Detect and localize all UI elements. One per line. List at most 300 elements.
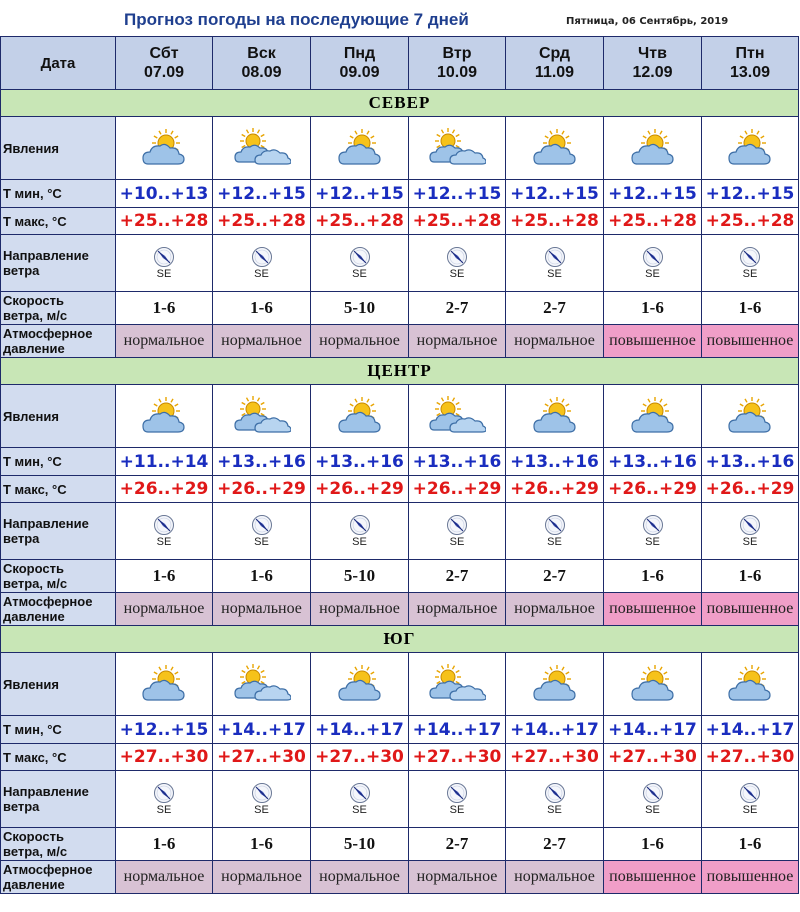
- tmax-cell: [213, 476, 311, 503]
- pressure-value: нормальное: [123, 868, 205, 885]
- day-name: Срд: [538, 45, 571, 62]
- tmax-value: +27..+30: [608, 747, 697, 767]
- pressure-value: нормальное: [514, 600, 595, 617]
- tmax-value: +26..+29: [608, 479, 697, 499]
- tmax-cell: [604, 476, 702, 503]
- weather-cell: [702, 653, 799, 716]
- partly-sunny-icon: [506, 664, 603, 704]
- wind-speed-cell: [506, 292, 604, 325]
- region-name: ЦЕНТР: [367, 361, 432, 380]
- tmin-value: +12..+15: [217, 183, 306, 204]
- tmax-value: +25..+28: [705, 211, 795, 231]
- wind-dir-cell: [116, 235, 213, 292]
- tmax-cell: [506, 744, 604, 771]
- cloudy-sunny-icon: [213, 128, 310, 168]
- pressure-value: повышенное: [609, 868, 696, 885]
- region-header-0: [1, 90, 799, 117]
- day-name: Сбт: [149, 45, 179, 62]
- tmin-cell: [506, 716, 604, 744]
- tmax-cell: [506, 208, 604, 235]
- day-header: [311, 37, 409, 90]
- wind-dir-cell: [116, 771, 213, 828]
- day-date: 08.09: [241, 64, 282, 81]
- wind-speed-cell: [506, 828, 604, 861]
- wind-dir-text: SE: [449, 804, 465, 816]
- tmin-value: +13..+16: [412, 451, 502, 472]
- forecast-table: [0, 36, 799, 894]
- wind-dir-cell: [506, 771, 604, 828]
- pressure-value: нормальное: [514, 332, 595, 349]
- wind-speed-cell: [409, 560, 506, 593]
- label-text: Т мин, °С: [3, 186, 62, 201]
- tmax-cell: [702, 208, 799, 235]
- wind-dir-cell: [604, 771, 702, 828]
- wind-dir-cell: [506, 503, 604, 560]
- row-label-wind-dir: [1, 771, 116, 828]
- wind-speed-cell: [604, 828, 702, 861]
- region-header-1: [1, 358, 799, 385]
- pressure-cell: [409, 593, 506, 626]
- weather-cell: [702, 385, 799, 448]
- label-text: Явления: [3, 676, 59, 692]
- compass-icon: [604, 782, 701, 804]
- weather-cell: [311, 117, 409, 180]
- weather-cell: [604, 385, 702, 448]
- wind-speed-value: 2-7: [445, 566, 469, 585]
- day-header: [702, 37, 799, 90]
- pressure-cell: [116, 861, 213, 894]
- compass-icon: [702, 246, 798, 268]
- day-date: 10.09: [436, 64, 478, 81]
- tmax-cell: [311, 208, 409, 235]
- weather-cell: [409, 653, 506, 716]
- pressure-value: нормальное: [123, 600, 205, 617]
- tmax-value: +26..+29: [705, 479, 795, 499]
- wind-dir-cell: [506, 235, 604, 292]
- row-label-wind-dir: [1, 235, 116, 292]
- pressure-cell: [409, 861, 506, 894]
- tmax-cell: [409, 476, 506, 503]
- wind-dir-cell: [311, 771, 409, 828]
- tmin-cell: [702, 448, 799, 476]
- tmax-value: +26..+29: [315, 479, 404, 499]
- partly-sunny-icon: [702, 664, 798, 704]
- tmax-value: +27..+30: [119, 747, 209, 767]
- wind-speed-cell: [311, 292, 409, 325]
- tmin-cell: [116, 716, 213, 744]
- label-text: ветра: [3, 799, 40, 814]
- wind-dir-cell: [409, 771, 506, 828]
- pressure-value: повышенное: [706, 868, 794, 885]
- partly-sunny-icon: [311, 128, 408, 168]
- tmin-value: +13..+16: [705, 451, 795, 472]
- day-date: 07.09: [143, 64, 185, 81]
- tmin-value: +14..+17: [510, 719, 599, 740]
- tmin-cell: [604, 448, 702, 476]
- pressure-cell: [311, 593, 409, 626]
- row-label-tmin: [1, 180, 116, 208]
- tmin-value: +10..+13: [119, 183, 209, 204]
- wind-speed-cell: [311, 560, 409, 593]
- label-text: ветра: [3, 531, 40, 546]
- label-text: Атмосферное: [3, 326, 93, 341]
- weather-cell: [604, 653, 702, 716]
- label-text: Направление: [3, 516, 89, 531]
- wind-speed-value: 2-7: [445, 834, 469, 853]
- wind-speed-value: 2-7: [543, 298, 566, 317]
- wind-dir-cell: [702, 503, 799, 560]
- wind-speed-value: 1-6: [152, 834, 176, 853]
- wind-dir-cell: [604, 503, 702, 560]
- wind-dir-text: SE: [547, 804, 562, 816]
- tmin-value: +12..+15: [608, 183, 697, 204]
- tmax-value: +27..+30: [315, 747, 404, 767]
- wind-dir-cell: [213, 771, 311, 828]
- day-name: Втр: [442, 45, 472, 62]
- tmin-value: +13..+16: [510, 451, 599, 472]
- wind-dir-text: SE: [254, 536, 269, 548]
- tmin-cell: [311, 180, 409, 208]
- wind-speed-value: 1-6: [641, 298, 664, 317]
- tmax-value: +26..+29: [412, 479, 502, 499]
- day-date: 13.09: [729, 64, 771, 81]
- weather-cell: [116, 653, 213, 716]
- wind-dir-cell: [409, 235, 506, 292]
- wind-dir-text: SE: [352, 804, 367, 816]
- tmin-value: +12..+15: [510, 183, 599, 204]
- tmin-cell: [702, 716, 799, 744]
- tmax-value: +25..+28: [608, 211, 697, 231]
- row-label-wind-speed: [1, 292, 116, 325]
- compass-icon: [213, 246, 310, 268]
- partly-sunny-icon: [604, 128, 701, 168]
- pressure-cell: [213, 861, 311, 894]
- day-name: Чтв: [638, 45, 667, 62]
- tmin-cell: [409, 448, 506, 476]
- pressure-cell: [604, 325, 702, 358]
- wind-dir-text: SE: [645, 804, 660, 816]
- wind-speed-cell: [702, 828, 799, 861]
- label-text: Явления: [3, 140, 59, 156]
- compass-icon: [116, 246, 212, 268]
- tmin-cell: [409, 716, 506, 744]
- wind-dir-cell: [409, 503, 506, 560]
- day-name: Пнд: [343, 45, 376, 62]
- tmin-cell: [213, 716, 311, 744]
- day-header: [409, 37, 506, 90]
- tmin-cell: [702, 180, 799, 208]
- wind-dir-text: SE: [156, 804, 172, 816]
- tmin-value: +12..+15: [412, 183, 502, 204]
- wind-dir-text: SE: [742, 268, 758, 280]
- date-label: Дата: [40, 54, 76, 72]
- wind-speed-cell: [604, 292, 702, 325]
- pressure-value: нормальное: [319, 868, 400, 885]
- weather-cell: [506, 385, 604, 448]
- pressure-cell: [213, 325, 311, 358]
- label-text: Т мин, °С: [3, 722, 62, 737]
- partly-sunny-icon: [604, 396, 701, 436]
- partly-sunny-icon: [116, 128, 212, 168]
- tmax-cell: [409, 208, 506, 235]
- day-name: Вск: [247, 45, 276, 62]
- wind-speed-cell: [116, 292, 213, 325]
- wind-dir-text: SE: [742, 536, 758, 548]
- wind-dir-cell: [311, 503, 409, 560]
- tmax-value: +26..+29: [510, 479, 599, 499]
- tmin-value: +14..+17: [705, 719, 795, 740]
- label-text: Скорость: [3, 293, 64, 308]
- tmin-value: +12..+15: [315, 183, 404, 204]
- label-text: давление: [3, 341, 65, 356]
- tmin-value: +12..+15: [705, 183, 795, 204]
- label-text: Направление: [3, 784, 89, 799]
- day-header: [213, 37, 311, 90]
- pressure-value: повышенное: [706, 600, 794, 617]
- wind-speed-value: 1-6: [250, 566, 273, 585]
- pressure-cell: [702, 593, 799, 626]
- tmin-cell: [604, 180, 702, 208]
- region-header-2: [1, 626, 799, 653]
- label-text: Скорость: [3, 829, 64, 844]
- compass-icon: [409, 514, 505, 536]
- cloudy-sunny-icon: [213, 664, 310, 704]
- pressure-cell: [506, 325, 604, 358]
- row-label-tmax: [1, 744, 116, 771]
- weather-cell: [116, 385, 213, 448]
- tmin-value: +11..+14: [119, 451, 209, 472]
- tmax-value: +25..+28: [412, 211, 502, 231]
- wind-dir-text: SE: [254, 804, 269, 816]
- wind-speed-value: 5-10: [343, 834, 376, 853]
- label-text: Скорость: [3, 561, 64, 576]
- pressure-value: нормальное: [416, 332, 498, 349]
- tmax-cell: [702, 744, 799, 771]
- weather-cell: [506, 653, 604, 716]
- page-title: Прогноз погоды на последующие 7 дней: [124, 10, 469, 29]
- pressure-value: нормальное: [416, 868, 498, 885]
- tmax-cell: [604, 208, 702, 235]
- pressure-cell: [604, 593, 702, 626]
- row-label-tmin: [1, 716, 116, 744]
- pressure-value: нормальное: [221, 600, 302, 617]
- pressure-value: повышенное: [706, 332, 794, 349]
- date-header-label: [1, 37, 116, 90]
- label-text: ветра, м/с: [3, 308, 68, 323]
- label-text: Т макс, °С: [3, 213, 67, 229]
- day-date: 11.09: [534, 64, 575, 81]
- row-label-wind-speed: [1, 828, 116, 861]
- wind-dir-text: SE: [156, 268, 172, 280]
- wind-speed-cell: [409, 828, 506, 861]
- row-label-wind-speed: [1, 560, 116, 593]
- row-label-pressure: [1, 593, 116, 626]
- partly-sunny-icon: [311, 664, 408, 704]
- pressure-value: нормальное: [123, 332, 205, 349]
- day-name: Птн: [735, 45, 765, 62]
- wind-dir-cell: [213, 235, 311, 292]
- cloudy-sunny-icon: [409, 396, 505, 436]
- label-text: Атмосферное: [3, 862, 93, 877]
- wind-speed-value: 1-6: [152, 298, 176, 317]
- tmin-cell: [506, 448, 604, 476]
- compass-icon: [116, 514, 212, 536]
- wind-speed-cell: [702, 292, 799, 325]
- row-label-tmax: [1, 476, 116, 503]
- wind-speed-value: 1-6: [738, 566, 762, 585]
- compass-icon: [702, 514, 798, 536]
- wind-speed-cell: [116, 828, 213, 861]
- weather-cell: [409, 385, 506, 448]
- tmin-value: +13..+16: [315, 451, 404, 472]
- wind-speed-cell: [409, 292, 506, 325]
- wind-dir-cell: [213, 503, 311, 560]
- wind-dir-text: SE: [449, 268, 465, 280]
- tmax-value: +27..+30: [510, 747, 599, 767]
- wind-speed-cell: [116, 560, 213, 593]
- wind-speed-value: 2-7: [445, 298, 469, 317]
- compass-icon: [116, 782, 212, 804]
- pressure-cell: [702, 861, 799, 894]
- tmin-value: +14..+17: [217, 719, 306, 740]
- tmax-cell: [116, 476, 213, 503]
- tmin-cell: [409, 180, 506, 208]
- tmax-cell: [213, 744, 311, 771]
- wind-speed-cell: [213, 828, 311, 861]
- wind-speed-value: 1-6: [738, 298, 762, 317]
- label-text: Т мин, °С: [3, 454, 62, 469]
- tmin-cell: [213, 448, 311, 476]
- pressure-cell: [506, 593, 604, 626]
- day-header: [604, 37, 702, 90]
- wind-speed-cell: [506, 560, 604, 593]
- pressure-cell: [604, 861, 702, 894]
- compass-icon: [213, 514, 310, 536]
- tmax-value: +25..+28: [217, 211, 306, 231]
- wind-speed-cell: [311, 828, 409, 861]
- tmin-value: +14..+17: [412, 719, 502, 740]
- wind-speed-cell: [702, 560, 799, 593]
- weather-cell: [213, 653, 311, 716]
- wind-speed-value: 1-6: [641, 834, 664, 853]
- tmin-cell: [604, 716, 702, 744]
- label-text: ветра: [3, 263, 40, 278]
- pressure-cell: [213, 593, 311, 626]
- compass-icon: [702, 782, 798, 804]
- partly-sunny-icon: [506, 396, 603, 436]
- tmax-cell: [116, 744, 213, 771]
- compass-icon: [409, 246, 505, 268]
- tmax-cell: [116, 208, 213, 235]
- compass-icon: [604, 246, 701, 268]
- tmin-cell: [311, 716, 409, 744]
- pressure-value: повышенное: [609, 332, 696, 349]
- label-text: давление: [3, 609, 65, 624]
- pressure-value: нормальное: [319, 332, 400, 349]
- day-date: 12.09: [632, 64, 673, 81]
- pressure-value: повышенное: [609, 600, 696, 617]
- day-date: 09.09: [339, 64, 380, 81]
- label-text: Т макс, °С: [3, 749, 67, 765]
- compass-icon: [409, 782, 505, 804]
- pressure-value: нормальное: [319, 600, 400, 617]
- label-text: ветра, м/с: [3, 576, 68, 591]
- compass-icon: [506, 246, 603, 268]
- pressure-value: нормальное: [514, 868, 595, 885]
- wind-dir-cell: [702, 235, 799, 292]
- pressure-cell: [409, 325, 506, 358]
- pressure-cell: [506, 861, 604, 894]
- weather-cell: [702, 117, 799, 180]
- label-text: давление: [3, 877, 65, 892]
- compass-icon: [311, 246, 408, 268]
- partly-sunny-icon: [702, 396, 798, 436]
- wind-dir-text: SE: [645, 536, 660, 548]
- tmin-cell: [116, 448, 213, 476]
- wind-dir-cell: [116, 503, 213, 560]
- tmin-cell: [311, 448, 409, 476]
- weather-cell: [506, 117, 604, 180]
- current-date: Пятница, 06 Сентябрь, 2019: [566, 16, 729, 27]
- compass-icon: [311, 782, 408, 804]
- wind-dir-text: SE: [352, 536, 367, 548]
- wind-speed-value: 1-6: [641, 566, 664, 585]
- region-name: СЕВЕР: [368, 93, 431, 112]
- wind-dir-text: SE: [742, 804, 758, 816]
- wind-dir-text: SE: [156, 536, 172, 548]
- wind-speed-cell: [213, 292, 311, 325]
- wind-dir-text: SE: [449, 536, 465, 548]
- row-label-pressure: [1, 861, 116, 894]
- label-text: Атмосферное: [3, 594, 93, 609]
- wind-speed-value: 5-10: [343, 566, 376, 585]
- pressure-value: нормальное: [221, 332, 302, 349]
- weather-cell: [213, 385, 311, 448]
- wind-dir-text: SE: [352, 268, 367, 280]
- tmax-cell: [311, 744, 409, 771]
- wind-dir-cell: [311, 235, 409, 292]
- day-header: [506, 37, 604, 90]
- compass-icon: [311, 514, 408, 536]
- label-text: Явления: [3, 408, 59, 424]
- row-label-phenomena: [1, 117, 116, 180]
- compass-icon: [213, 782, 310, 804]
- wind-dir-cell: [702, 771, 799, 828]
- wind-speed-value: 2-7: [543, 566, 566, 585]
- cloudy-sunny-icon: [213, 396, 310, 436]
- pressure-cell: [116, 593, 213, 626]
- cloudy-sunny-icon: [409, 128, 505, 168]
- tmax-value: +27..+30: [217, 747, 306, 767]
- wind-speed-cell: [213, 560, 311, 593]
- label-text: Направление: [3, 248, 89, 263]
- cloudy-sunny-icon: [409, 664, 505, 704]
- tmax-value: +26..+29: [119, 479, 209, 499]
- tmax-cell: [213, 208, 311, 235]
- weather-cell: [311, 385, 409, 448]
- tmin-value: +14..+17: [315, 719, 404, 740]
- tmax-cell: [409, 744, 506, 771]
- tmin-cell: [116, 180, 213, 208]
- wind-speed-cell: [604, 560, 702, 593]
- wind-dir-text: SE: [254, 268, 269, 280]
- tmin-cell: [213, 180, 311, 208]
- pressure-cell: [311, 861, 409, 894]
- pressure-value: нормальное: [221, 868, 302, 885]
- tmin-cell: [506, 180, 604, 208]
- weather-cell: [409, 117, 506, 180]
- row-label-wind-dir: [1, 503, 116, 560]
